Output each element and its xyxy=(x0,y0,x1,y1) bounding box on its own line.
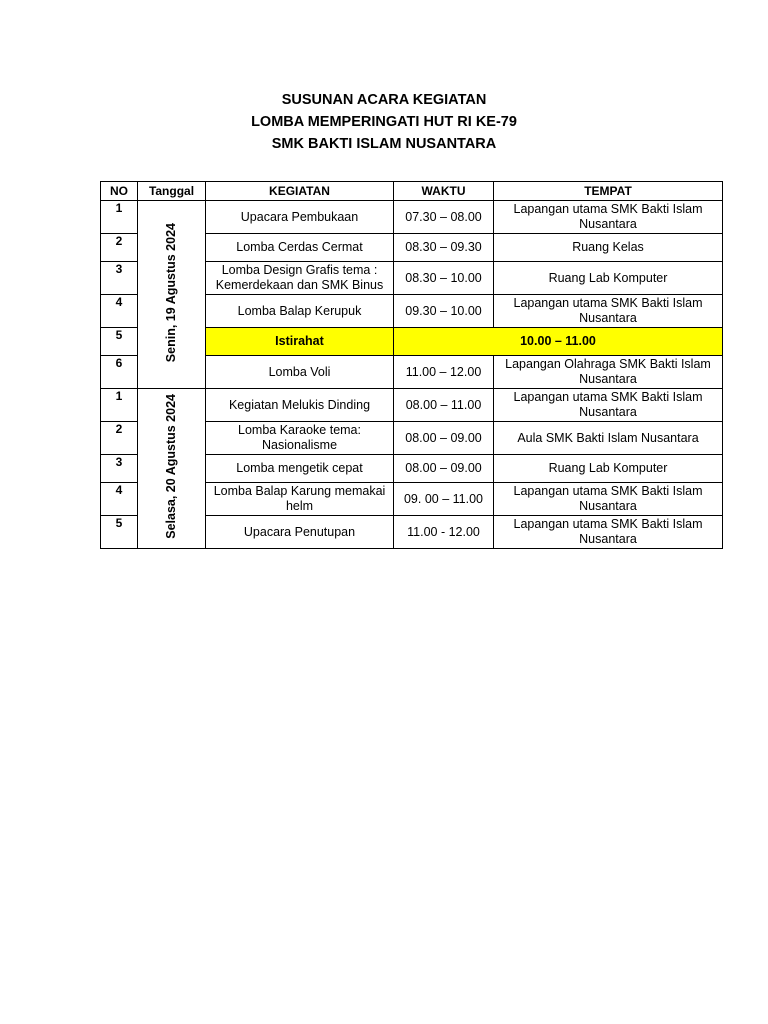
row-number: 2 xyxy=(101,234,138,262)
time-cell: 09. 00 – 11.00 xyxy=(394,483,494,516)
date-label: Senin, 19 Agustus 2024 xyxy=(164,222,178,363)
break-time-cell: 10.00 – 11.00 xyxy=(394,328,723,356)
location-cell: Ruang Lab Komputer xyxy=(494,262,723,295)
location-cell: Lapangan Olahraga SMK Bakti Islam Nusantara xyxy=(494,356,723,389)
activity-cell: Lomba Design Grafis tema : Kemerdekaan dan SMK Binus xyxy=(206,262,394,295)
title-line-3: SMK BAKTI ISLAM NUSANTARA xyxy=(271,136,497,152)
date-cell xyxy=(138,201,206,389)
time-cell: 08.00 – 09.00 xyxy=(394,455,494,483)
row-number: 4 xyxy=(101,483,138,516)
activity-cell: Lomba Cerdas Cermat xyxy=(206,234,394,262)
row-number: 1 xyxy=(101,389,138,422)
location-cell: Lapangan utama SMK Bakti Islam Nusantara xyxy=(494,201,723,234)
activity-cell: Lomba mengetik cepat xyxy=(206,455,394,483)
document-title xyxy=(0,89,768,155)
location-cell: Ruang Kelas xyxy=(494,234,723,262)
break-activity-cell: Istirahat xyxy=(206,328,394,356)
location-cell: Lapangan utama SMK Bakti Islam Nusantara xyxy=(494,295,723,328)
activity-cell: Upacara Penutupan xyxy=(206,516,394,549)
activity-cell: Lomba Balap Kerupuk xyxy=(206,295,394,328)
location-cell: Lapangan utama SMK Bakti Islam Nusantara xyxy=(494,516,723,549)
header-waktu: WAKTU xyxy=(394,182,494,201)
row-number: 3 xyxy=(101,455,138,483)
activity-cell: Kegiatan Melukis Dinding xyxy=(206,389,394,422)
time-cell: 11.00 – 12.00 xyxy=(394,356,494,389)
time-cell: 07.30 – 08.00 xyxy=(394,201,494,234)
header-no: NO xyxy=(101,182,138,201)
location-cell: Lapangan utama SMK Bakti Islam Nusantara xyxy=(494,483,723,516)
table-header-row xyxy=(101,182,723,201)
row-number: 3 xyxy=(101,262,138,295)
title-line-1: SUSUNAN ACARA KEGIATAN xyxy=(281,92,487,108)
header-kegiatan: KEGIATAN xyxy=(206,182,394,201)
header-tempat: TEMPAT xyxy=(494,182,723,201)
row-number: 5 xyxy=(101,328,138,356)
time-cell: 08.30 – 09.30 xyxy=(394,234,494,262)
activity-cell: Lomba Karaoke tema: Nasionalisme xyxy=(206,422,394,455)
time-cell: 11.00 - 12.00 xyxy=(394,516,494,549)
schedule-table xyxy=(100,181,723,549)
activity-cell: Upacara Pembukaan xyxy=(206,201,394,234)
date-label: Selasa, 20 Agustus 2024 xyxy=(164,394,178,539)
date-cell xyxy=(138,389,206,549)
location-cell: Aula SMK Bakti Islam Nusantara xyxy=(494,422,723,455)
row-number: 2 xyxy=(101,422,138,455)
activity-cell: Lomba Balap Karung memakai helm xyxy=(206,483,394,516)
time-cell: 08.00 – 09.00 xyxy=(394,422,494,455)
location-cell: Lapangan utama SMK Bakti Islam Nusantara xyxy=(494,389,723,422)
row-number: 6 xyxy=(101,356,138,389)
row-number: 1 xyxy=(101,201,138,234)
title-line-2: LOMBA MEMPERINGATI HUT RI KE-79 xyxy=(251,114,517,130)
row-number: 5 xyxy=(101,516,138,549)
time-cell: 08.00 – 11.00 xyxy=(394,389,494,422)
time-cell: 08.30 – 10.00 xyxy=(394,262,494,295)
table-row xyxy=(101,201,723,234)
activity-cell: Lomba Voli xyxy=(206,356,394,389)
header-tanggal: Tanggal xyxy=(138,182,206,201)
time-cell: 09.30 – 10.00 xyxy=(394,295,494,328)
table-row xyxy=(101,389,723,422)
location-cell: Ruang Lab Komputer xyxy=(494,455,723,483)
row-number: 4 xyxy=(101,295,138,328)
